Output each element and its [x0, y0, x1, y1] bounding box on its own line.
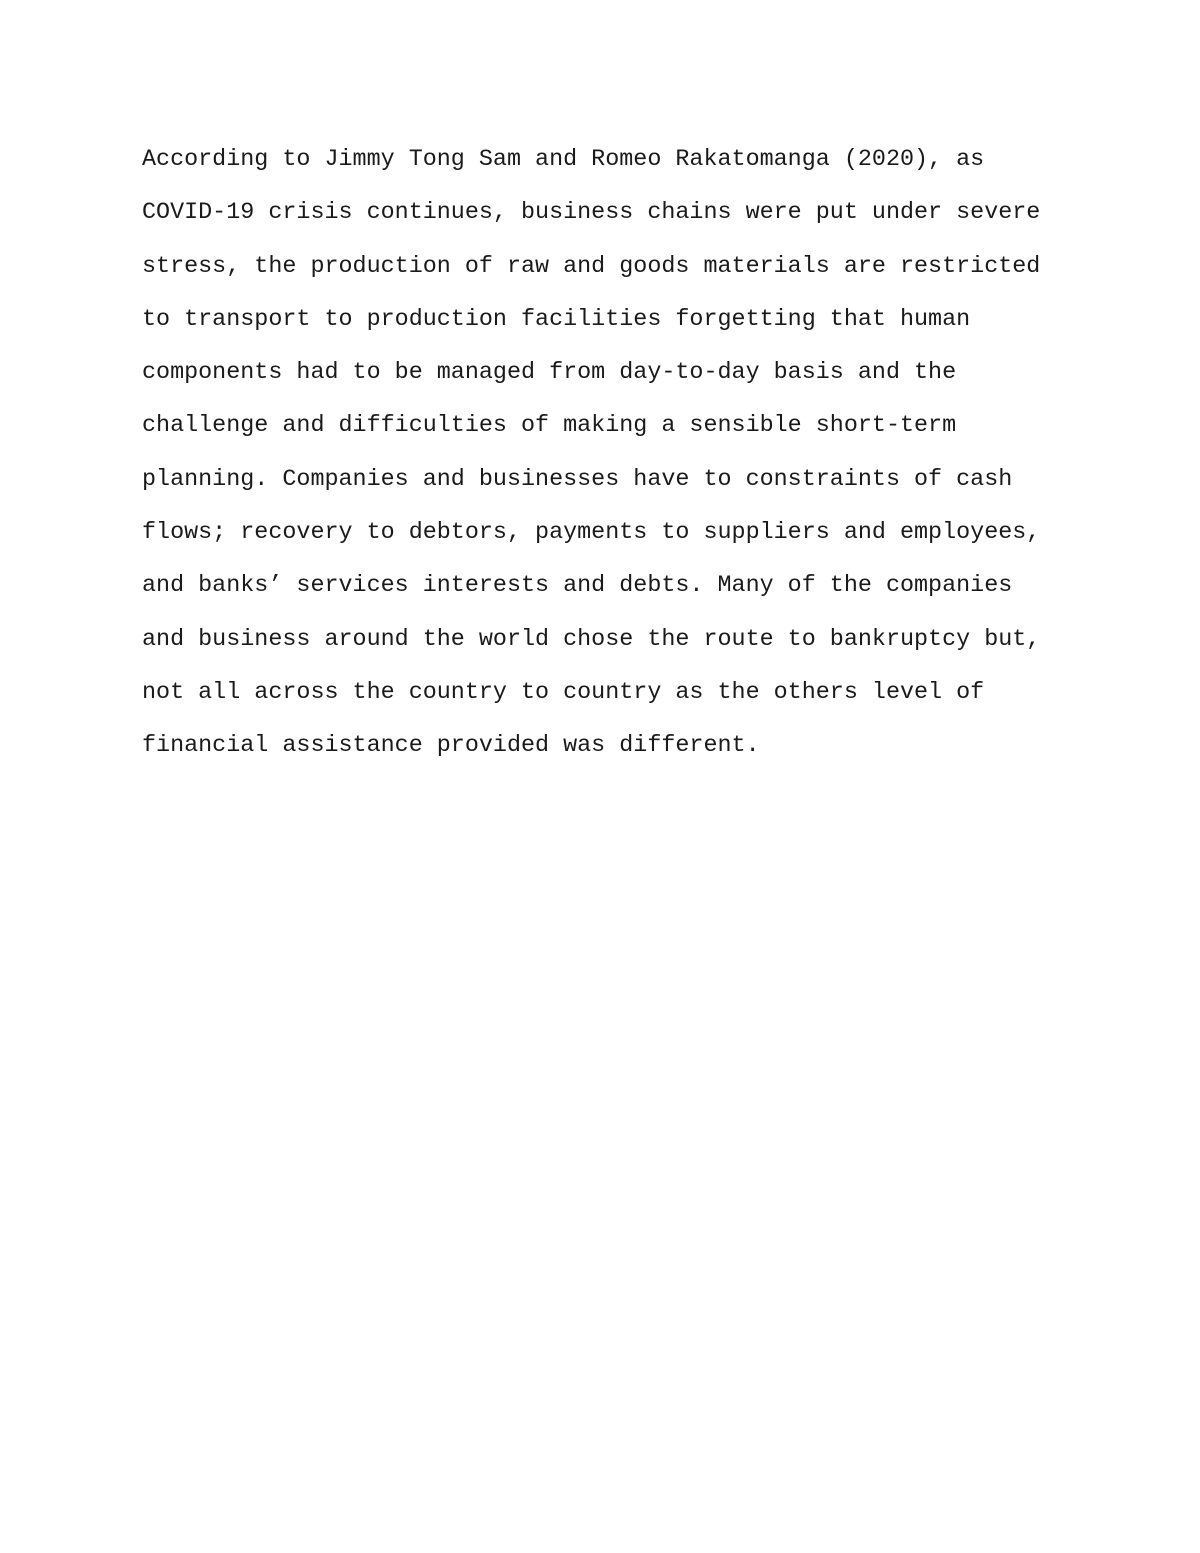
paragraph-line: COVID-19 crisis continues, business chains were put under severe: [142, 200, 1041, 227]
paragraph-line: and banks’ services interests and debts. Many of the companies: [142, 573, 1013, 600]
paragraph-line: flows; recovery to debtors, payments to suppliers and employees,: [142, 520, 1041, 547]
body-paragraph: [142, 134, 1082, 774]
paragraph-line: to transport to production facilities forgetting that human: [142, 306, 971, 333]
paragraph-line: and business around the world chose the route to bankruptcy but,: [142, 626, 1041, 653]
paragraph-line: components had to be managed from day-to-day basis and the: [142, 360, 957, 387]
paragraph-line: stress, the production of raw and goods materials are restricted: [142, 253, 1041, 280]
paragraph-line: financial assistance provided was different.: [142, 733, 760, 760]
paragraph-line: not all across the country to country as the others level of: [142, 679, 985, 706]
paragraph-line: planning. Companies and businesses have to constraints of cash: [142, 466, 1013, 493]
paragraph-line: challenge and difficulties of making a sensible short-term: [142, 413, 957, 440]
paragraph-line: According to Jimmy Tong Sam and Romeo Rakatomanga (2020), as: [142, 147, 985, 173]
